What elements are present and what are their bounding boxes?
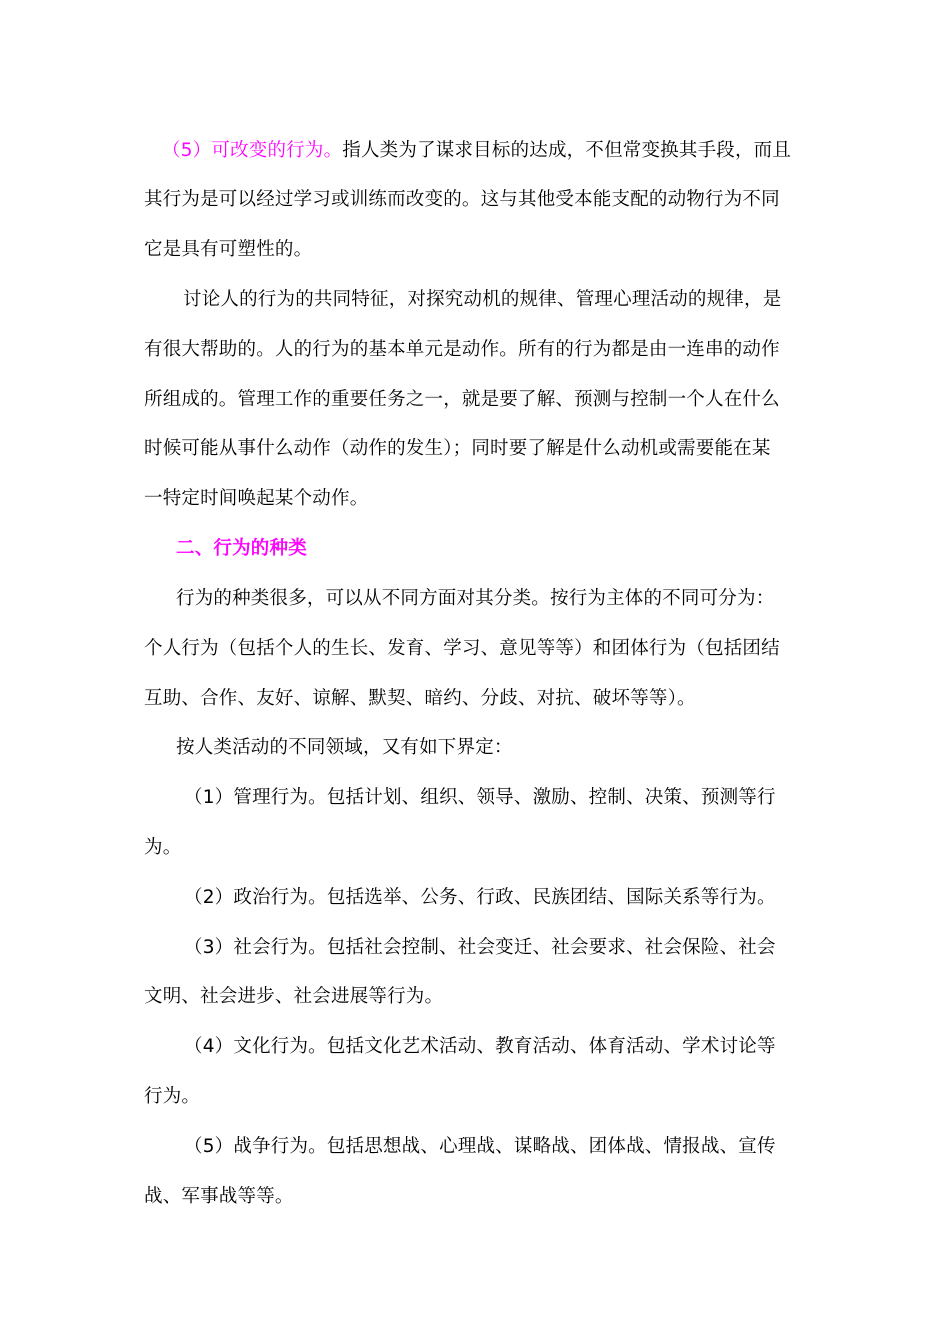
para2-line5: 一特定时间唤起某个动作。 [144,488,369,509]
para2-line3: 所组成的。管理工作的重要任务之一，就是要了解、预测与控制一个人在什么 [144,389,780,410]
para1-line1-rest: 指人类为了谋求目标的达成，不但常变换其手段，而且 [342,140,792,161]
para1-highlight: （5）可改变的行为。 [162,140,343,161]
list-item-3-line1: （3）社会行为。包括社会控制、社会变迁、社会要求、社会保险、社会 [184,937,776,958]
list-item-4-line1: （4）文化行为。包括文化艺术活动、教育活动、体育活动、学术讨论等 [184,1036,776,1057]
section-heading: 二、行为的种类 [176,538,307,559]
para3-line3: 互助、合作、友好、谅解、默契、暗约、分歧、对抗、破坏等等）。 [144,688,696,709]
para3-line1: 行为的种类很多，可以从不同方面对其分类。按行为主体的不同可分为： [176,588,775,609]
list-item-5-line1: （5）战争行为。包括思想战、心理战、谋略战、团体战、情报战、宣传 [184,1136,776,1157]
para1-line1 [162,139,791,163]
list-item-2-line1: （2）政治行为。包括选举、公务、行政、民族团结、国际关系等行为。 [184,887,776,908]
para4-line: 按人类活动的不同领域，又有如下界定： [176,737,513,758]
list-item-5-line2: 战、军事战等等。 [144,1186,294,1207]
list-item-1-line1: （1）管理行为。包括计划、组织、领导、激励、控制、决策、预测等行 [184,787,776,808]
list-item-1-line2: 为。 [144,837,182,858]
para2-line1: 讨论人的行为的共同特征，对探究动机的规律、管理心理活动的规律，是 [183,289,782,310]
para2-line4: 时候可能从事什么动作（动作的发生）；同时要了解是什么动机或需要能在某 [144,438,771,459]
para3-line2: 个人行为（包括个人的生长、发育、学习、意见等等）和团体行为（包括团结 [144,638,780,659]
list-item-3-line2: 文明、社会进步、社会进展等行为。 [144,986,444,1007]
list-item-4-line2: 行为。 [144,1086,201,1107]
para1-line2: 其行为是可以经过学习或训练而改变的。这与其他受本能支配的动物行为不同 [144,189,780,210]
para1-line3: 它是具有可塑性的。 [144,239,313,260]
para2-line2: 有很大帮助的。人的行为的基本单元是动作。所有的行为都是由一连串的动作 [144,339,780,360]
